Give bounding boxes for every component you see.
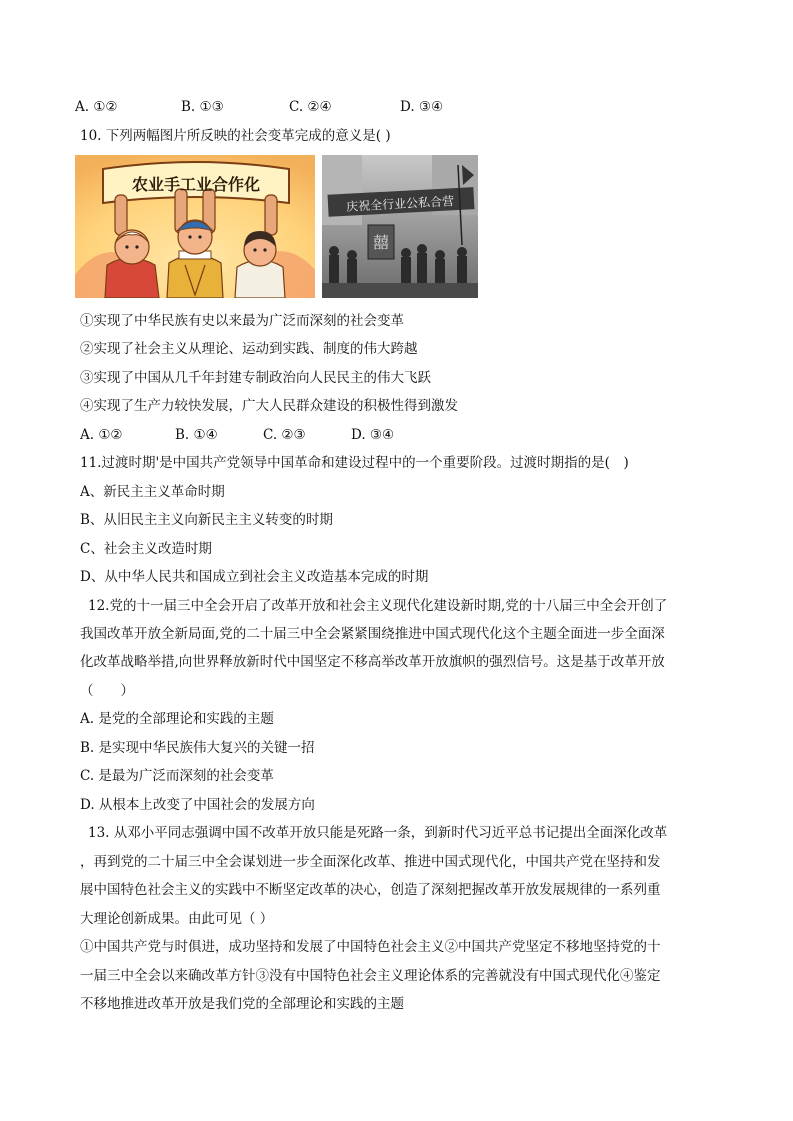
- q13-item-line-2: 一届三中全会以来确改革方针③没有中国特色社会主义理论体系的完善就没有中国式现代化④鉴定: [80, 968, 661, 984]
- q12-option-b: B. 是实现中华民族伟大复兴的关键一招: [80, 740, 315, 756]
- q12-option-d: D. 从根本上改变了中国社会的发展方向: [80, 797, 315, 813]
- q13-line-3: 展中国特色社会主义的实践中不断坚定改革的决心，创造了深刻把握改革开放发展规律的一系列重: [80, 882, 661, 898]
- q10-item-1: ①实现了中华民族有史以来最为广泛而深刻的社会变革: [80, 313, 404, 329]
- q12-line-2: 我国改革开放全新局面,党的二十届三中全会紧紧围绕推进中国式现代化这个主题全面进一步全面深: [80, 626, 665, 642]
- q10-item-2: ②实现了社会主义从理论、运动到实践、制度的伟大跨越: [80, 341, 418, 357]
- q9-option-b: B. ①③: [181, 99, 224, 115]
- q13-item-line-3: 不移地推进改革开放是我们党的全部理论和实践的主题: [80, 996, 404, 1012]
- q12-option-a: A. 是党的全部理论和实践的主题: [80, 711, 274, 727]
- banner-left-text: 农业手工业合作化: [131, 175, 261, 194]
- q10-item-4: ④实现了生产力较快发展，广大人民群众建设的积极性得到激发: [80, 398, 458, 414]
- joint-operation-photo: [322, 155, 478, 298]
- q11-option-b: B、从旧民主主义向新民主主义转变的时期: [80, 512, 333, 528]
- q11-stem: 11.过渡时期'是中国共产党领导中国革命和建设过程中的一个重要阶段。过渡时期指的是( ): [80, 455, 629, 471]
- q10-item-3: ③实现了中国从几千年封建专制政治向人民民主的伟大飞跃: [80, 370, 431, 386]
- q10-option-a: A. ①②: [80, 427, 123, 443]
- q10-stem: 10. 下列两幅图片所反映的社会变革完成的意义是( ): [80, 128, 391, 144]
- cooperative-poster-image: [75, 155, 315, 298]
- q13-item-line-1: ①中国共产党与时俱进，成功坚持和发展了中国特色社会主义②中国共产党坚定不移地坚持党的十: [80, 939, 661, 955]
- q10-option-b: B. ①④: [175, 427, 218, 443]
- q11-option-a: A、新民主主义革命时期: [80, 484, 225, 500]
- q9-option-a: A. ①②: [75, 99, 118, 115]
- q12-line-3: 化改革战略举措,向世界释放新时代中国坚定不移高举改革开放旗帜的强烈信号。这是基于改革开放: [80, 654, 665, 670]
- q12-line-4: （ ）: [80, 683, 134, 699]
- q9-option-c: C. ②④: [289, 99, 332, 115]
- q11-option-d: D、从中华人民共和国成立到社会主义改造基本完成的时期: [80, 569, 429, 585]
- q12-option-c: C. 是最为广泛而深刻的社会变革: [80, 768, 274, 784]
- banner-right-text: 庆祝全行业公私合营: [345, 194, 455, 214]
- q9-option-d: D. ③④: [400, 99, 444, 115]
- q11-option-c: C、社会主义改造时期: [80, 541, 212, 557]
- q13-line-1: 13. 从邓小平同志强调中国不改革开放只能是死路一条，到新时代习近平总书记提出全面深化改革: [88, 825, 668, 841]
- placard-char: 囍: [372, 233, 390, 252]
- q12-line-1: 12.党的十一届三中全会开启了改革开放和社会主义现代化建设新时期,党的十八届三中全会开创了: [88, 598, 668, 614]
- q13-line-4: 大理论创新成果。由此可见（ ）: [80, 911, 274, 927]
- q10-option-d: D. ③④: [351, 427, 395, 443]
- q13-line-2: ，再到党的二十届三中全会谋划进一步全面深化改革、推进中国式现代化，中国共产党在坚持和发: [80, 854, 661, 870]
- q10-option-c: C. ②③: [263, 427, 306, 443]
